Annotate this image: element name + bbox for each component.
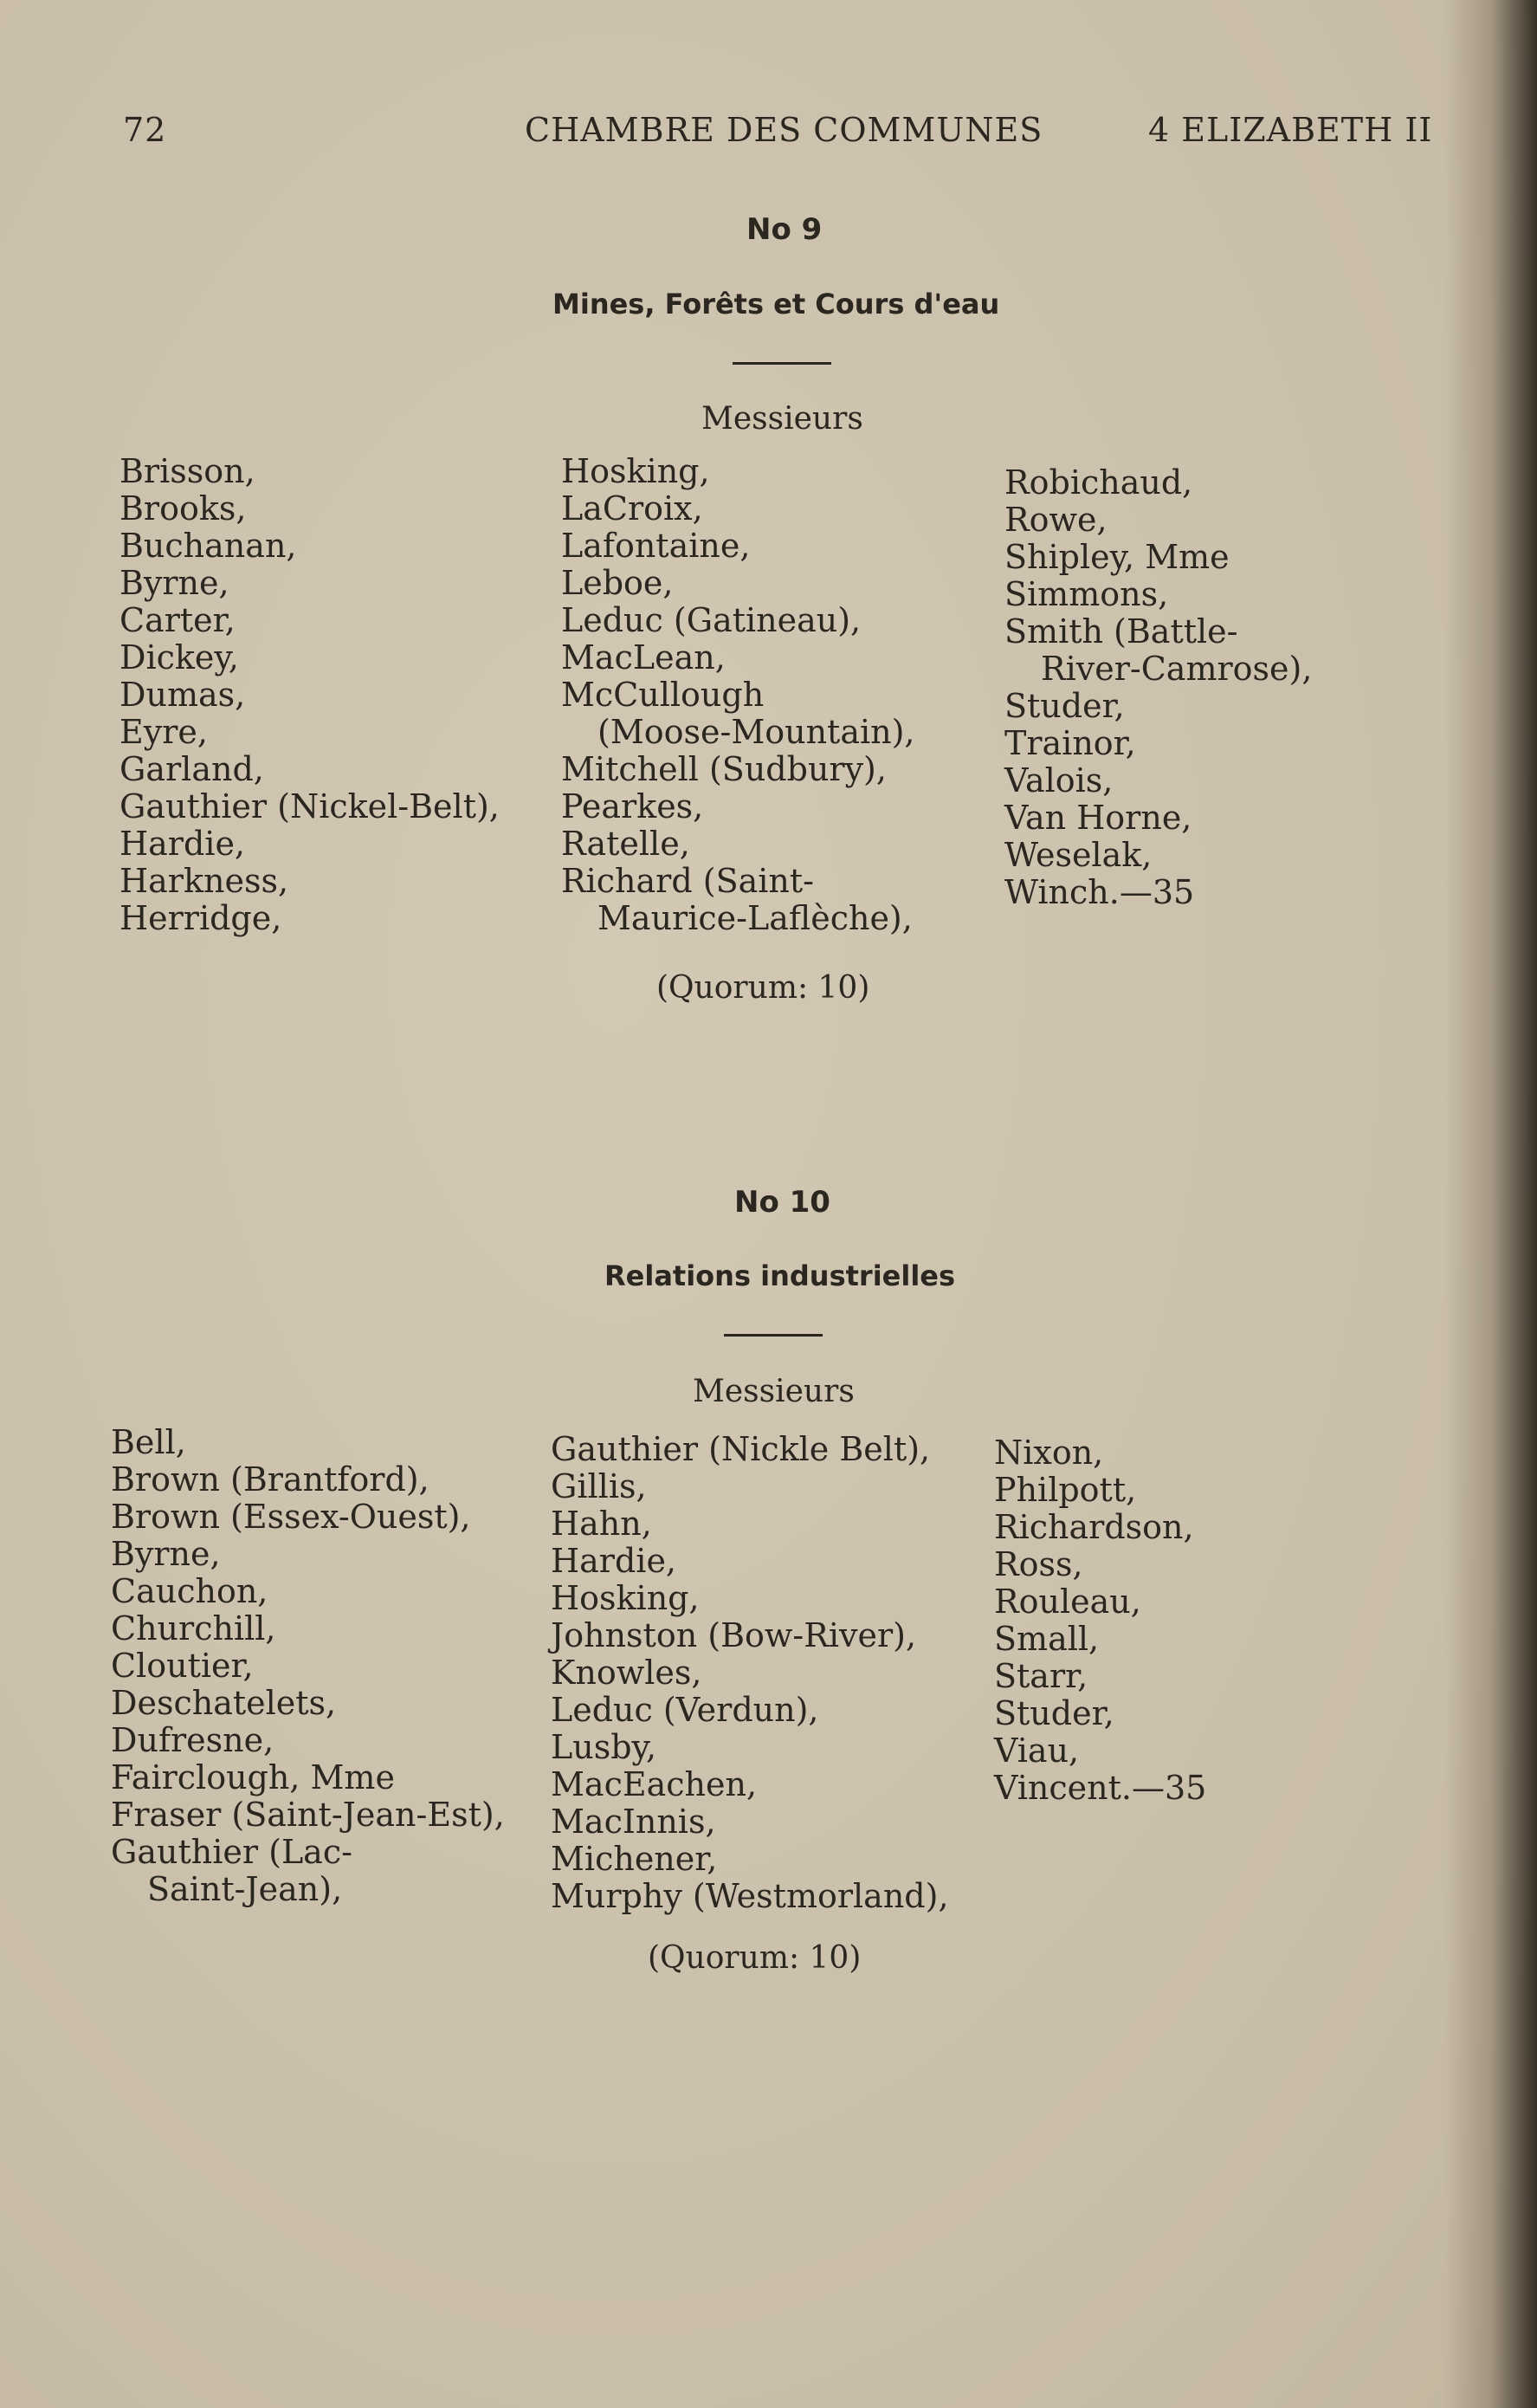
member-name: Byrne, — [119, 564, 229, 602]
member-name: Herridge, — [119, 899, 282, 937]
section-number: No 10 — [734, 1185, 830, 1220]
member-name: Rouleau, — [994, 1583, 1141, 1621]
page-number: 72 — [123, 111, 167, 149]
member-column-3 — [994, 1434, 1206, 1807]
member-column-1 — [119, 453, 500, 937]
member-name: River-Camrose), — [1041, 650, 1313, 688]
member-name: Murphy (Westmorland), — [551, 1877, 949, 1915]
member-name: Ratelle, — [561, 825, 690, 863]
member-name: MacLean, — [561, 638, 726, 676]
member-name: Weselak, — [1004, 836, 1153, 874]
salutation: Messieurs — [693, 1374, 855, 1409]
member-name: Saint-Jean), — [147, 1870, 343, 1908]
member-name: Knowles, — [551, 1654, 702, 1692]
member-name: (Moose-Mountain), — [597, 713, 915, 751]
member-name: Michener, — [551, 1840, 718, 1878]
member-name: MacEachen, — [551, 1765, 758, 1803]
member-name: Hardie, — [119, 825, 246, 863]
member-name: Richard (Saint- — [561, 862, 814, 900]
member-name: Hahn, — [551, 1505, 652, 1543]
member-name: Churchill, — [111, 1609, 276, 1647]
member-name: Simmons, — [1004, 575, 1169, 613]
member-name: Dumas, — [119, 676, 246, 714]
member-name: Eyre, — [119, 713, 208, 751]
member-name: Leboe, — [561, 564, 674, 602]
member-column-3 — [1004, 464, 1312, 911]
member-name: Lafontaine, — [561, 527, 751, 565]
member-name: Shipley, Mme — [1004, 538, 1230, 576]
member-name: Ross, — [994, 1545, 1083, 1583]
member-name: Maurice-Laflèche), — [597, 899, 913, 937]
member-name: Nixon, — [994, 1434, 1104, 1472]
member-name: Brown (Essex-Ouest), — [111, 1498, 471, 1536]
member-name: Fairclough, Mme — [111, 1758, 395, 1796]
member-name: McCullough — [561, 676, 765, 714]
member-column-2 — [561, 453, 915, 937]
member-name: Lusby, — [551, 1728, 657, 1766]
member-name: Brooks, — [119, 489, 247, 528]
member-name: LaCroix, — [561, 489, 703, 528]
member-name: Smith (Battle- — [1004, 612, 1238, 651]
member-name: Viau, — [994, 1732, 1080, 1770]
member-name: Bell, — [111, 1423, 186, 1461]
member-name: Byrne, — [111, 1535, 221, 1573]
member-name: Small, — [994, 1620, 1100, 1658]
member-name: Valois, — [1004, 761, 1114, 799]
member-name: Starr, — [994, 1657, 1088, 1695]
member-name: Robichaud, — [1004, 463, 1193, 502]
member-name: Hosking, — [561, 452, 710, 490]
member-name: Winch.—35 — [1004, 873, 1195, 911]
member-name: Garland, — [119, 750, 264, 788]
member-name: Gauthier (Nickle Belt), — [551, 1430, 931, 1468]
running-date: 4 ELIZABETH II — [1148, 111, 1433, 149]
member-name: Harkness, — [119, 862, 289, 900]
member-name: Dufresne, — [111, 1721, 274, 1759]
section-rule — [733, 362, 831, 365]
member-name: Buchanan, — [119, 527, 297, 565]
member-name: Cloutier, — [111, 1647, 254, 1685]
running-title: CHAMBRE DES COMMUNES — [525, 111, 1043, 149]
member-name: Cauchon, — [111, 1572, 268, 1610]
member-name: Hosking, — [551, 1579, 700, 1617]
member-column-2 — [551, 1431, 949, 1915]
section-number: No 9 — [746, 212, 823, 247]
member-name: MacInnis, — [551, 1803, 716, 1841]
section-rule — [724, 1334, 823, 1337]
section-title: Mines, Forêts et Cours d'eau — [552, 288, 1000, 320]
salutation: Messieurs — [701, 401, 863, 437]
member-name: Johnston (Bow-River), — [551, 1616, 917, 1654]
member-name: Mitchell (Sudbury), — [561, 750, 887, 788]
member-name: Leduc (Gatineau), — [561, 601, 862, 639]
member-name: Gauthier (Lac- — [111, 1833, 352, 1871]
member-name: Trainor, — [1004, 724, 1136, 762]
member-name: Pearkes, — [561, 787, 704, 825]
member-name: Leduc (Verdun), — [551, 1691, 819, 1729]
member-column-1 — [111, 1424, 505, 1908]
quorum: (Quorum: 10) — [656, 970, 870, 1006]
member-name: Brisson, — [119, 452, 255, 490]
member-name: Hardie, — [551, 1542, 677, 1580]
member-name: Fraser (Saint-Jean-Est), — [111, 1796, 505, 1834]
member-name: Van Horne, — [1004, 799, 1192, 837]
member-name: Brown (Brantford), — [111, 1460, 429, 1499]
member-name: Philpott, — [994, 1471, 1137, 1509]
member-name: Deschatelets, — [111, 1684, 337, 1722]
member-name: Gauthier (Nickel-Belt), — [119, 787, 500, 825]
quorum: (Quorum: 10) — [648, 1940, 862, 1976]
member-name: Richardson, — [994, 1508, 1194, 1546]
member-name: Studer, — [994, 1694, 1114, 1732]
member-name: Rowe, — [1004, 501, 1108, 539]
member-name: Studer, — [1004, 687, 1125, 725]
member-name: Vincent.—35 — [994, 1769, 1207, 1807]
section-title: Relations industrielles — [604, 1259, 956, 1292]
member-name: Carter, — [119, 601, 236, 639]
member-name: Dickey, — [119, 638, 239, 676]
member-name: Gillis, — [551, 1467, 647, 1505]
